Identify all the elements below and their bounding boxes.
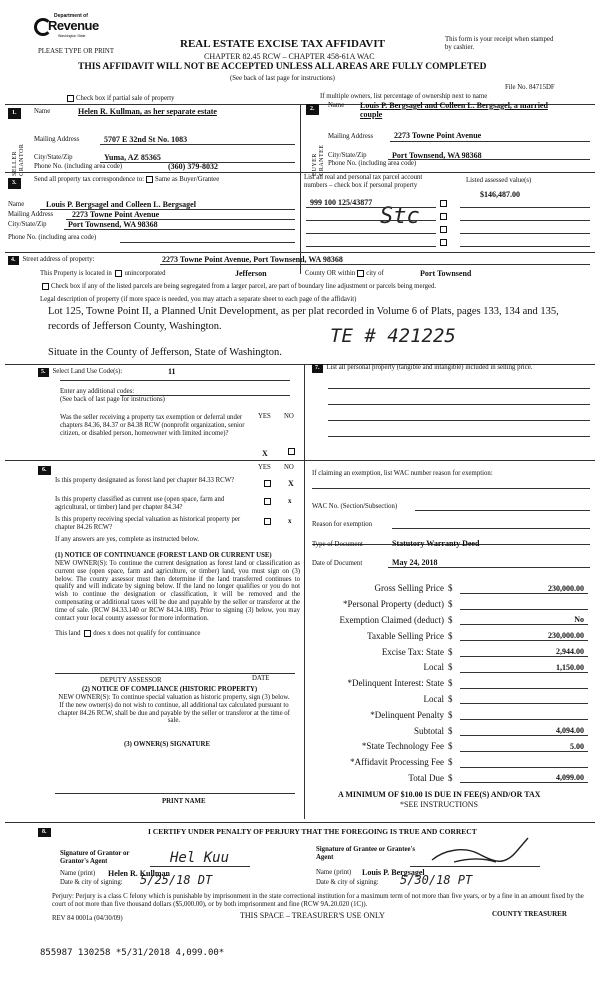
totals-row (310, 657, 590, 673)
parcel-handwritten: Stc (380, 204, 420, 229)
totals-label: *Personal Property (deduct) (343, 599, 444, 610)
totals-currency: $ (448, 741, 453, 752)
seller-side-label: SELLER GRANTOR (12, 143, 25, 176)
additional-see-back: (See back of last page for instructions) (60, 396, 165, 403)
minimum-note: A MINIMUM OF $10.00 IS DUE IN FEE(S) AND/OR TAX (338, 790, 541, 799)
parcel-line (306, 246, 436, 247)
grantor-name-label: Name (print) (60, 870, 96, 877)
county-or (305, 270, 384, 278)
buyer-mailing: 2273 Towne Point Avenue (394, 131, 482, 140)
within-label: within (337, 270, 356, 278)
doc-date: May 24, 2018 (392, 558, 438, 567)
parcel-line (306, 233, 436, 234)
personal-property-line (328, 404, 590, 405)
street-row (8, 256, 94, 265)
historic-answer: x (288, 517, 292, 525)
segregated-label: Check box if any of the listed parcels are being segregated from a larger parcel, are part of boundary line adjustment or parcels being merged. (51, 283, 437, 291)
grantee-name: Louis P. Bergsagel (362, 868, 425, 877)
logo-state: Washington State (58, 34, 86, 38)
additional-line (120, 395, 290, 396)
notice1-title: (1) NOTICE OF CONTINUANCE (FOREST LAND OR CURRENT USE) (55, 552, 272, 559)
personal-property-line (328, 388, 590, 389)
totals-label: Local (423, 662, 444, 673)
same-as-buyer-label: Same as Buyer/Grantee (155, 176, 220, 184)
located-row (40, 270, 166, 278)
totals-value: 1,150.00 (460, 663, 588, 673)
grantee-signature-stroke (432, 838, 528, 862)
form-subtitle: CHAPTER 82.45 RCW – CHAPTER 458-61A WAC (204, 52, 375, 61)
totals-row (310, 704, 590, 720)
grantee-sig-label: Signature of Grantee or Grantee's Agent (316, 846, 416, 861)
totals-label: Local (423, 694, 444, 705)
totals-value: 4,094.00 (460, 726, 588, 736)
totals-currency: $ (448, 725, 453, 736)
parcel-personal-checkbox[interactable] (440, 226, 447, 233)
assessed-label: Listed assessed value(s) (466, 177, 532, 184)
totals-row (310, 736, 590, 752)
personal-property-label: List all personal property (tangible and intangible) included in selling price. (326, 364, 533, 371)
totals-currency: $ (448, 694, 453, 705)
owner-signature-label: (3) OWNER(S) SIGNATURE (124, 741, 210, 748)
land-use-line (60, 380, 290, 381)
totals-label: *Delinquent Penalty (370, 709, 444, 720)
parcel-line (306, 207, 436, 208)
personal-property-row (312, 364, 557, 373)
buyer-side-label: BUYER GRANTEE (312, 144, 325, 176)
print-name-line (55, 793, 295, 794)
totals-label: Taxable Selling Price (367, 630, 444, 641)
county-or-label: County OR (305, 270, 337, 278)
no-header: NO (284, 413, 294, 420)
totals-row (310, 594, 590, 610)
doc-type-label: Type of Document (312, 541, 363, 548)
totals-value (460, 719, 588, 720)
current-use-answer: x (288, 497, 292, 505)
county-name: Jefferson (235, 269, 267, 278)
correspondence-label (34, 176, 219, 184)
exemption-line (312, 488, 590, 489)
value-line (460, 207, 590, 208)
totals-value (460, 609, 588, 610)
totals-row (310, 752, 590, 768)
buyer-city-line (388, 159, 590, 160)
cashier-stamp: 855987 130258 *5/31/2018 4,099.00* (40, 948, 225, 958)
parcel-number: 999 100 125/43877 (310, 198, 373, 207)
doc-type: Statutory Warranty Deed (392, 539, 480, 548)
notice2-title: (2) NOTICE OF COMPLIANCE (HISTORIC PROPERTY) (82, 686, 258, 693)
totals-rows (310, 578, 590, 783)
divider (304, 460, 595, 461)
historic-yes-checkbox[interactable] (264, 518, 271, 525)
parcel-personal-checkbox[interactable] (440, 200, 447, 207)
street-label: Street address of property: (22, 256, 95, 263)
totals-value: No (460, 615, 588, 625)
logo-dept: Department of (54, 13, 88, 19)
parcel-personal-checkbox[interactable] (440, 239, 447, 246)
totals-value (460, 688, 588, 689)
corr-name: Louis P. Bergsagel and Colleen L. Bergsagel (46, 200, 196, 209)
section-7-box: 7. (312, 364, 323, 373)
totals-table (310, 578, 590, 783)
totals-value (460, 703, 588, 704)
divider (5, 252, 595, 253)
totals-label: *Affidavit Processing Fee (350, 757, 444, 768)
wac-line (415, 510, 590, 511)
totals-value: 2,944.00 (460, 647, 588, 657)
unincorporated-label: unincorporated (124, 270, 166, 278)
divider (5, 460, 304, 461)
seller-mailing-label: Mailing Address (34, 136, 80, 143)
treasurer-space: THIS SPACE – TREASURER'S USE ONLY (240, 911, 385, 920)
notice2-text: NEW OWNER(S): To continue special valuation as historic property, sign (3) below. If the new owner(s) do not wish to continue, all additional tax calculated pursuant to chapter 84.26 RCW, shall be due and payable by the seller or transferor at the time of sale. (58, 694, 290, 725)
exemption-answer: X (262, 449, 268, 458)
totals-row (310, 720, 590, 736)
corr-phone-line (120, 242, 295, 243)
forest-yes-checkbox[interactable] (264, 480, 271, 487)
forest-question: Is this property designated as forest land per chapter 84.33 RCW? (55, 477, 235, 484)
totals-currency: $ (448, 583, 453, 594)
land-use-row (38, 368, 122, 377)
doc-date-line (388, 567, 590, 568)
city-of-label: city of (366, 270, 384, 278)
personal-property-line (328, 420, 590, 421)
totals-currency: $ (448, 646, 453, 657)
section-5-box: 5. (38, 368, 49, 377)
does-not-label: x does not qualify for continuance (107, 630, 201, 638)
form-title: REAL ESTATE EXCISE TAX AFFIDAVIT (180, 38, 385, 50)
doc-date-label: Date of Document (312, 560, 363, 567)
seller-phone: (360) 379-8032 (168, 162, 218, 171)
section-6-box: 6. (38, 466, 51, 475)
totals-row (310, 673, 590, 689)
totals-label: *State Technology Fee (361, 741, 444, 752)
totals-label: Exemption Claimed (deduct) (339, 615, 444, 626)
exemption-question: Was the seller receiving a property tax exemption or deferral under chapters 84.36, 84.37 or 84.38 RCW (nonprofit organization, senior citizen, or disabled person, homeowner with limited income)? (60, 414, 245, 437)
seller-mailing-line (100, 144, 295, 145)
same-as-buyer-checkbox[interactable] (146, 176, 153, 183)
this-land-label: This land (55, 630, 81, 638)
totals-currency: $ (448, 678, 453, 689)
seller-box-num: 1. (8, 108, 21, 119)
totals-currency: $ (448, 662, 453, 673)
corr-city-label: City/State/Zip (8, 221, 47, 228)
grantee-date-label: Date & city of signing: (316, 879, 379, 886)
city-checkbox[interactable] (357, 270, 364, 277)
please-type: PLEASE TYPE OR PRINT (38, 48, 114, 55)
totals-label: *Delinquent Interest: State (347, 678, 444, 689)
grantor-date: 5/25/18 DT (140, 873, 213, 887)
buyer-mailing-label: Mailing Address (328, 133, 374, 140)
grantee-sig-line (410, 866, 540, 867)
correspondence-box-num: 3. (8, 178, 21, 189)
logo-name: Revenue (48, 18, 99, 33)
does-label: does (93, 630, 106, 638)
receipt-note: This form is your receipt when stamped by cashier. (445, 36, 554, 51)
rev-number: REV 84 0001a (04/30/09) (52, 915, 123, 922)
current-use-yes-checkbox[interactable] (264, 498, 271, 505)
grantor-sig-label: Signature of Grantor or Grantor's Agent (60, 850, 130, 865)
totals-row (310, 578, 590, 594)
totals-value: 4,099.00 (460, 773, 588, 783)
additional-codes: Enter any additional codes: (60, 388, 135, 395)
forest-answer: X (288, 479, 294, 488)
exemption-no-checkbox[interactable] (288, 448, 295, 455)
buyer-city-label: City/State/Zip (328, 152, 367, 159)
corr-city-line (64, 229, 295, 230)
logo (34, 14, 104, 40)
reason-line (392, 528, 590, 529)
located-label: This Property is located in (40, 270, 112, 278)
grantor-date-label: Date & city of signing: (60, 879, 123, 886)
totals-value: 5.00 (460, 742, 588, 752)
county-treasurer: COUNTY TREASURER (492, 910, 567, 918)
totals-row (310, 610, 590, 626)
grantee-name-label: Name (print) (316, 869, 352, 876)
seller-mailing: 5707 E 32nd St No. 1083 (104, 135, 188, 144)
seller-city-label: City/State/Zip (34, 154, 73, 161)
divider (5, 822, 595, 823)
assessor-line (55, 673, 295, 674)
totals-row (310, 768, 590, 784)
parcel-label: List all real and personal tax parcel account numbers – check box if personal property (304, 174, 423, 189)
totals-value: 230,000.00 (460, 584, 588, 594)
personal-property-line (328, 436, 590, 437)
if-yes-note: If any answers are yes, complete as instructed below. (55, 536, 200, 543)
buyer-name: Louis P. Bergsagel and Colleen L. Bergsagel, a married couple (360, 101, 548, 120)
totals-currency: $ (448, 630, 453, 641)
grantor-signature: Hel Kuu (170, 850, 230, 866)
see-instructions: *SEE INSTRUCTIONS (400, 800, 479, 809)
totals-row (310, 689, 590, 705)
this-land-row (55, 630, 200, 638)
totals-currency: $ (448, 599, 453, 610)
totals-value (460, 767, 588, 768)
perjury-notice: Perjury: Perjury is a class C felony which is punishable by imprisonment in the state correctional institution for a maximum term of not more than five years, or by a fine in an amount fixed by the court of not more than five thousand dollars ($5,000.00), or by both imprisonment and fine (RCW 9A.20.020 (1C)). (52, 893, 584, 908)
legal-label: Legal description of property (if more space is needed, you may attach a separate sheet to each page of the affidavit) (40, 296, 357, 303)
corr-name-label: Name (8, 201, 25, 208)
grantor-name: Helen R. Kullman (108, 869, 171, 878)
parcel-line (306, 220, 436, 221)
totals-currency: $ (448, 615, 453, 626)
value-line (460, 246, 590, 247)
assessed-value: $146,487.00 (480, 190, 520, 199)
seller-city: Yuma, AZ 85365 (104, 153, 161, 162)
buyer-mailing-line (390, 141, 590, 142)
partial-sale (65, 95, 175, 103)
correspondence-text: Send all property tax correspondence to: (34, 176, 145, 184)
totals-row (310, 641, 590, 657)
divider (304, 364, 305, 819)
buyer-name-label: Name (328, 102, 345, 109)
parcel-personal-checkbox[interactable] (440, 213, 447, 220)
section-4-box: 4. (8, 256, 19, 265)
property-city: Port Townsend (420, 269, 472, 278)
totals-currency: $ (448, 709, 453, 720)
divider (300, 104, 301, 274)
exemption-wac-label: If claiming an exemption, list WAC number reason for exemption: (312, 470, 493, 477)
partial-sale-label: Check box if partial sale of property (76, 95, 175, 103)
buyer-city: Port Townsend, WA 98368 (392, 151, 482, 160)
divider (5, 172, 595, 173)
totals-label: Gross Selling Price (374, 583, 444, 594)
land-use-label: Select Land Use Code(s): (52, 368, 123, 375)
totals-label: Excise Tax: State (381, 646, 444, 657)
segregated-checkbox[interactable] (42, 283, 49, 290)
reason-label: Reason for exemption (312, 521, 373, 528)
value-line (460, 220, 590, 221)
multiple-owners-note: If multiple owners, list percentage of ownership next to name (320, 93, 488, 100)
partial-sale-checkbox[interactable] (67, 95, 74, 102)
land-use-code: 11 (168, 367, 176, 376)
wac-number-label: WAC No. (Section/Subsection) (312, 503, 398, 510)
certify-statement: I CERTIFY UNDER PENALTY OF PERJURY THAT THE FOREGOING IS TRUE AND CORRECT (148, 827, 477, 836)
totals-currency: $ (448, 757, 453, 768)
seller-phone-label: Phone No. (including area code) (34, 163, 123, 170)
form-warning: THIS AFFIDAVIT WILL NOT BE ACCEPTED UNLESS ALL AREAS ARE FULLY COMPLETED (78, 62, 487, 72)
see-back: (See back of last page for instructions) (230, 75, 335, 82)
yes-header: YES (258, 413, 271, 420)
buyer-box-num: 2. (306, 104, 319, 115)
corr-mailing-label: Mailing Address (8, 211, 54, 218)
totals-label: Total Due (408, 773, 444, 784)
te-handwritten: TE # 421225 (330, 325, 456, 347)
segregated-row (40, 283, 436, 291)
file-number: File No. 84715DF (505, 84, 555, 91)
totals-row (310, 625, 590, 641)
yes-header-6: YES (258, 464, 271, 471)
grantor-sig-line (150, 866, 250, 867)
seller-name-label: Name (34, 108, 51, 115)
grantee-date: 5/30/18 PT (400, 873, 473, 887)
print-name-label: PRINT NAME (162, 798, 206, 805)
current-use-question: Is this property classified as current use (open space, farm and agricultural, or timber) land per chapter 84.34? (55, 496, 225, 511)
value-line (460, 233, 590, 234)
assessor-date-label: DATE (252, 675, 270, 682)
corr-mailing: 2273 Towne Point Avenue (72, 210, 160, 219)
street-line (160, 264, 590, 265)
totals-currency: $ (448, 773, 453, 784)
notice1-text: NEW OWNER(S): To continue the current designation as forest land or classification as current use (open space, farm and agriculture, or timber) land, you must sign on (3) below. The county assessor must then determine if the land transferred continues to qualify and will indicate by signing below. If the land no longer qualifies or you do not wish to continue the designation or classification, it will be removed and the compensating or additional taxes will be due and payable by the seller or transferor at the time of sale. (RCW 84.33.140 or RCW 84.34.108). Prior to signing (3) below, you may contact your local county assessor for more information. (55, 560, 300, 622)
situate-text: Situate in the County of Jefferson, State of Washington. (48, 347, 282, 358)
corr-city: Port Townsend, WA 98368 (68, 220, 158, 229)
does-qualify-checkbox[interactable] (84, 630, 91, 637)
unincorporated-checkbox[interactable] (115, 270, 122, 277)
corr-phone-label: Phone No. (including area code) (8, 234, 97, 241)
totals-value: 230,000.00 (460, 631, 588, 641)
street-address: 2273 Towne Point Avenue, Port Townsend, WA 98368 (162, 255, 343, 264)
buyer-phone-label: Phone No. (including area code) (328, 160, 417, 167)
section-8-box: 8. (38, 828, 51, 837)
deputy-assessor-label: DEPUTY ASSESSOR (100, 677, 162, 684)
no-header-6: NO (284, 464, 294, 471)
seller-name: Helen R. Kullman, as her separate estate (78, 107, 217, 116)
totals-label: Subtotal (413, 725, 444, 736)
legal-description: Lot 125, Towne Point II, a Planned Unit Development, as per plat recorded in Volume 6 of Plats, pages 133, 134 and 135, records of Jefferson County, Washington. (48, 306, 559, 332)
historic-question: Is this property receiving special valuation as historical property per chapter 84.26 RCW? (55, 516, 241, 531)
